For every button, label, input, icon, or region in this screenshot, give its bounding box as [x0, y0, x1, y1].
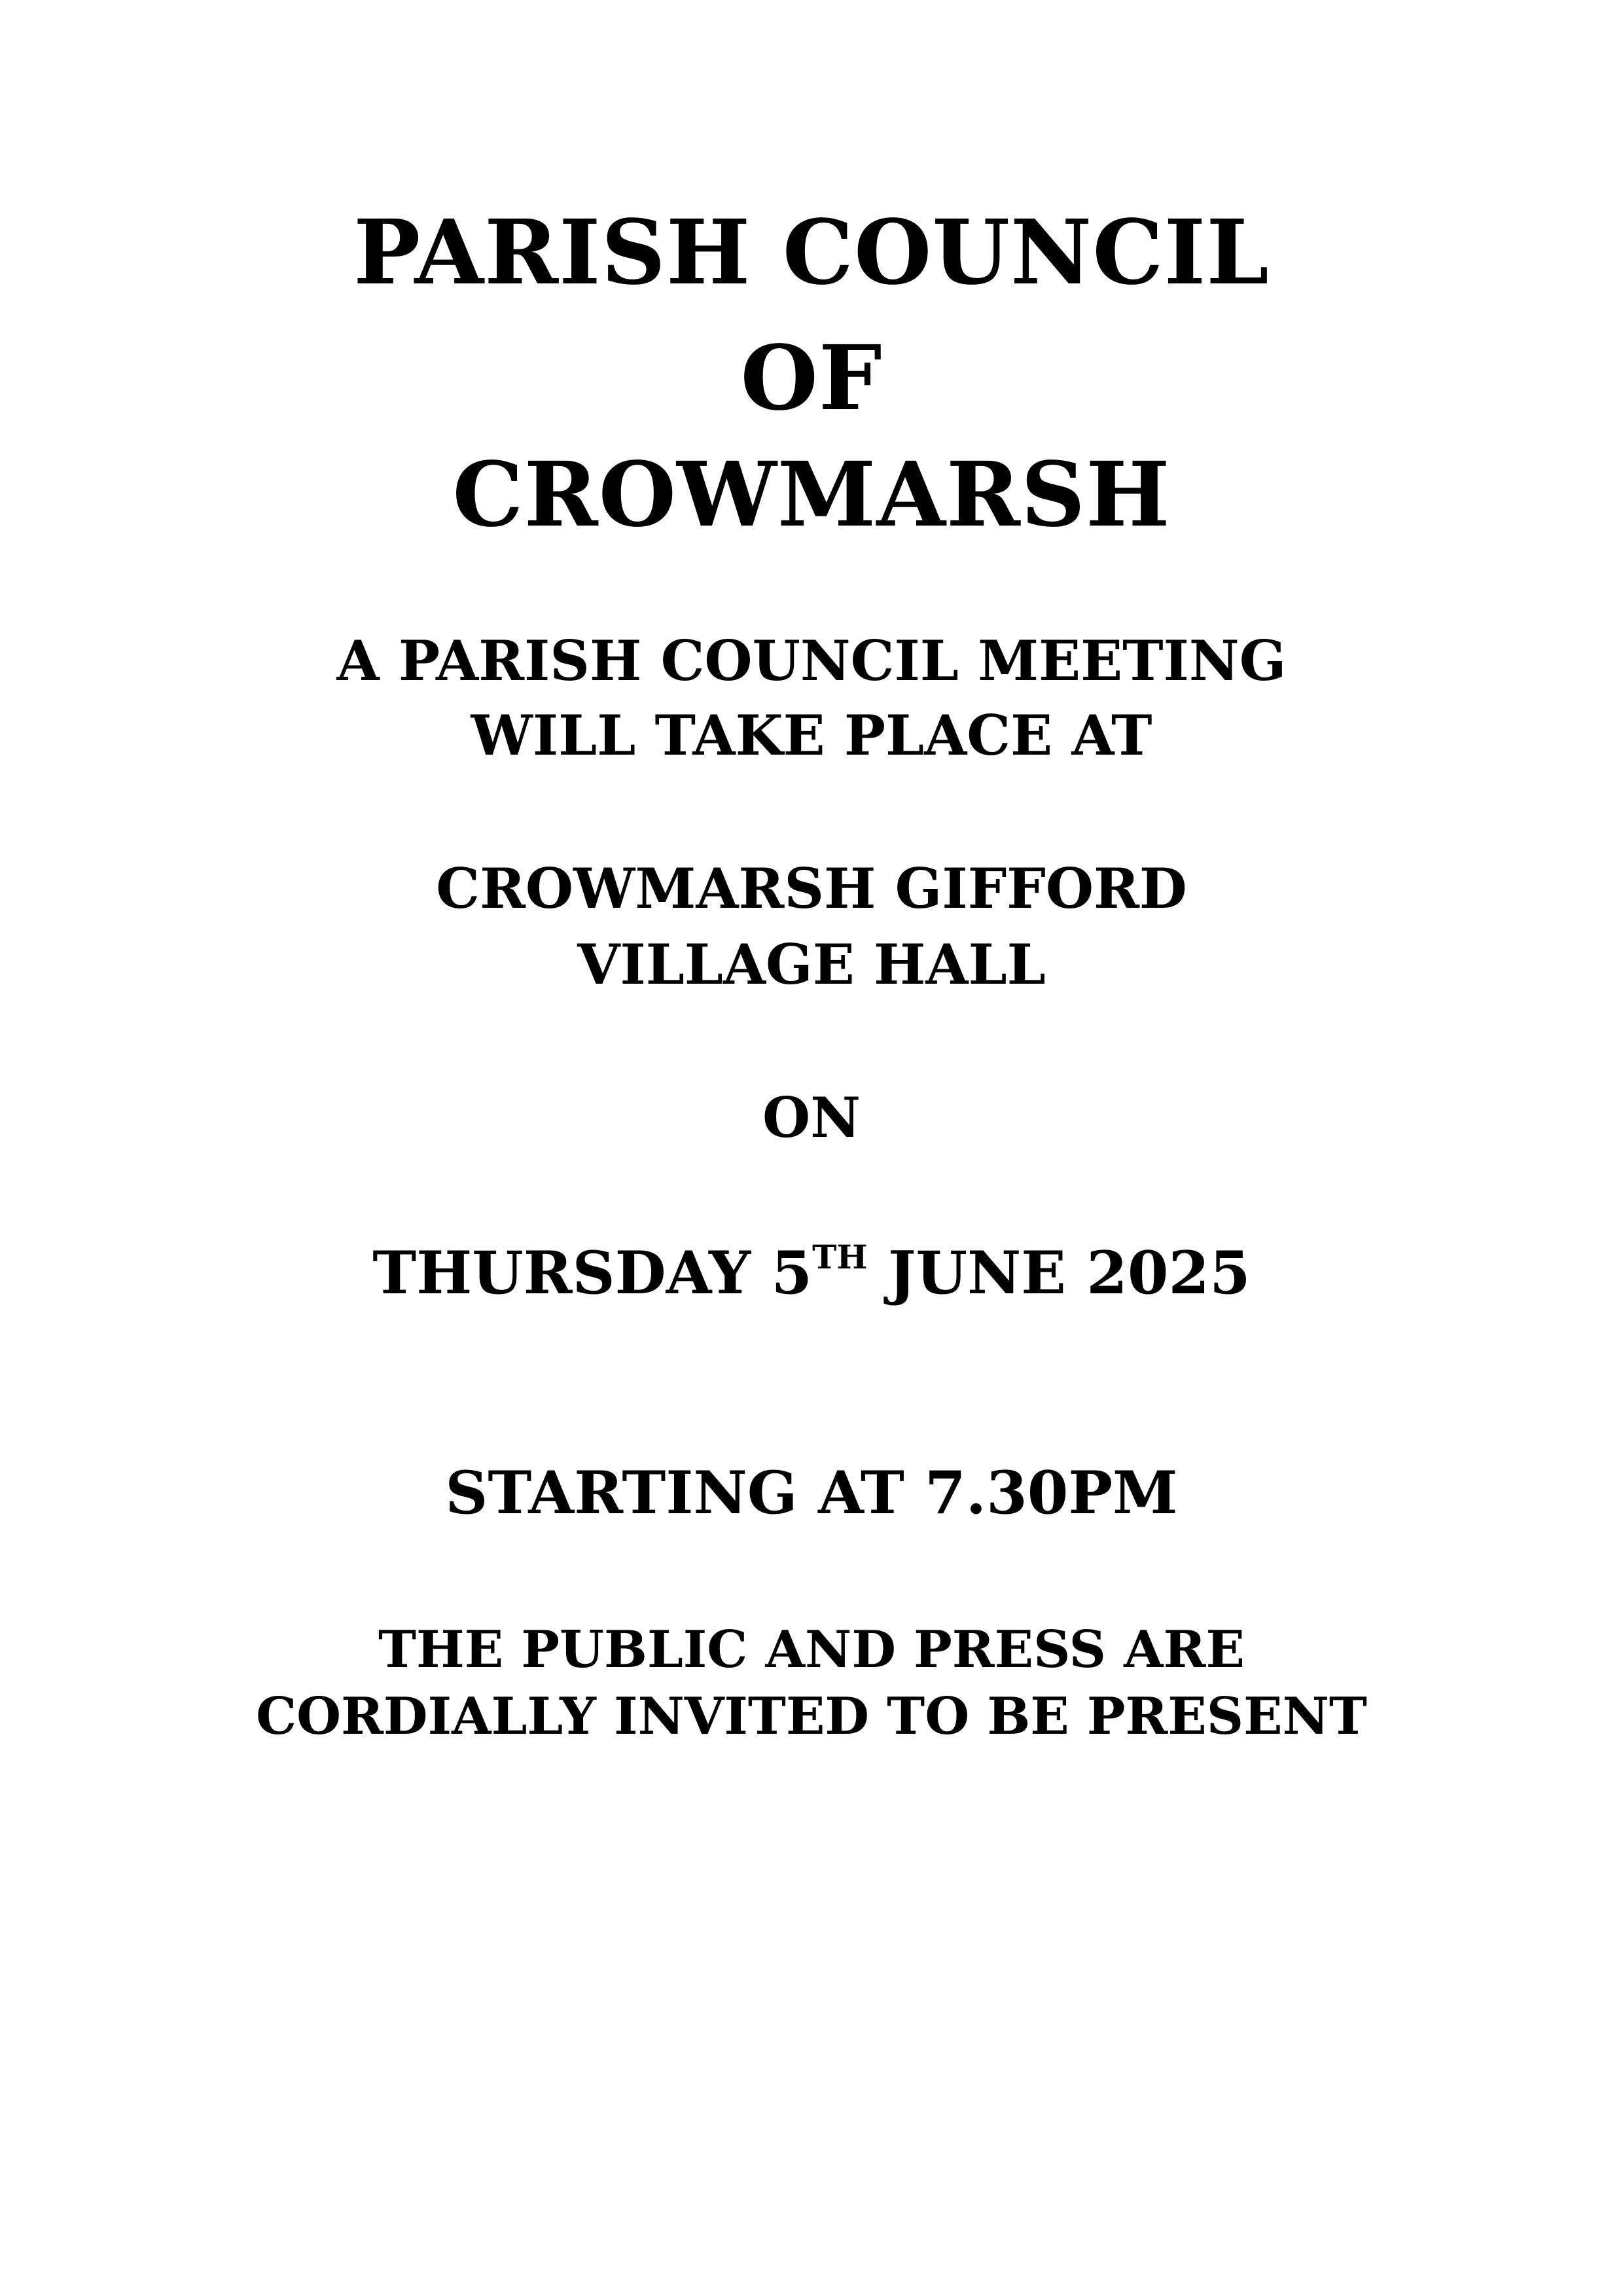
meeting-line-2: WILL TAKE PLACE AT [471, 703, 1152, 768]
start-time: STARTING AT 7.30PM [445, 1458, 1178, 1528]
meeting-line-1: A PARISH COUNCIL MEETING [336, 628, 1287, 693]
venue-line-1: CROWMARSH GIFFORD [436, 856, 1187, 921]
meeting-date-suffix: TH [812, 1238, 868, 1276]
on-label: ON [762, 1085, 861, 1150]
venue-line-2: VILLAGE HALL [577, 932, 1046, 997]
meeting-date-month-year: JUNE 2025 [867, 1238, 1251, 1308]
title-line-3: CROWMARSH [452, 442, 1171, 547]
invite-line-1: THE PUBLIC AND PRESS ARE [378, 1620, 1245, 1679]
meeting-date-day: THURSDAY 5 [372, 1238, 813, 1308]
title-line-1: PARISH COUNCIL [353, 200, 1270, 305]
meeting-date [0, 1238, 1623, 1308]
title-line-2: OF [740, 326, 883, 431]
invite-line-2: CORDIALLY INVITED TO BE PRESENT [256, 1687, 1367, 1746]
